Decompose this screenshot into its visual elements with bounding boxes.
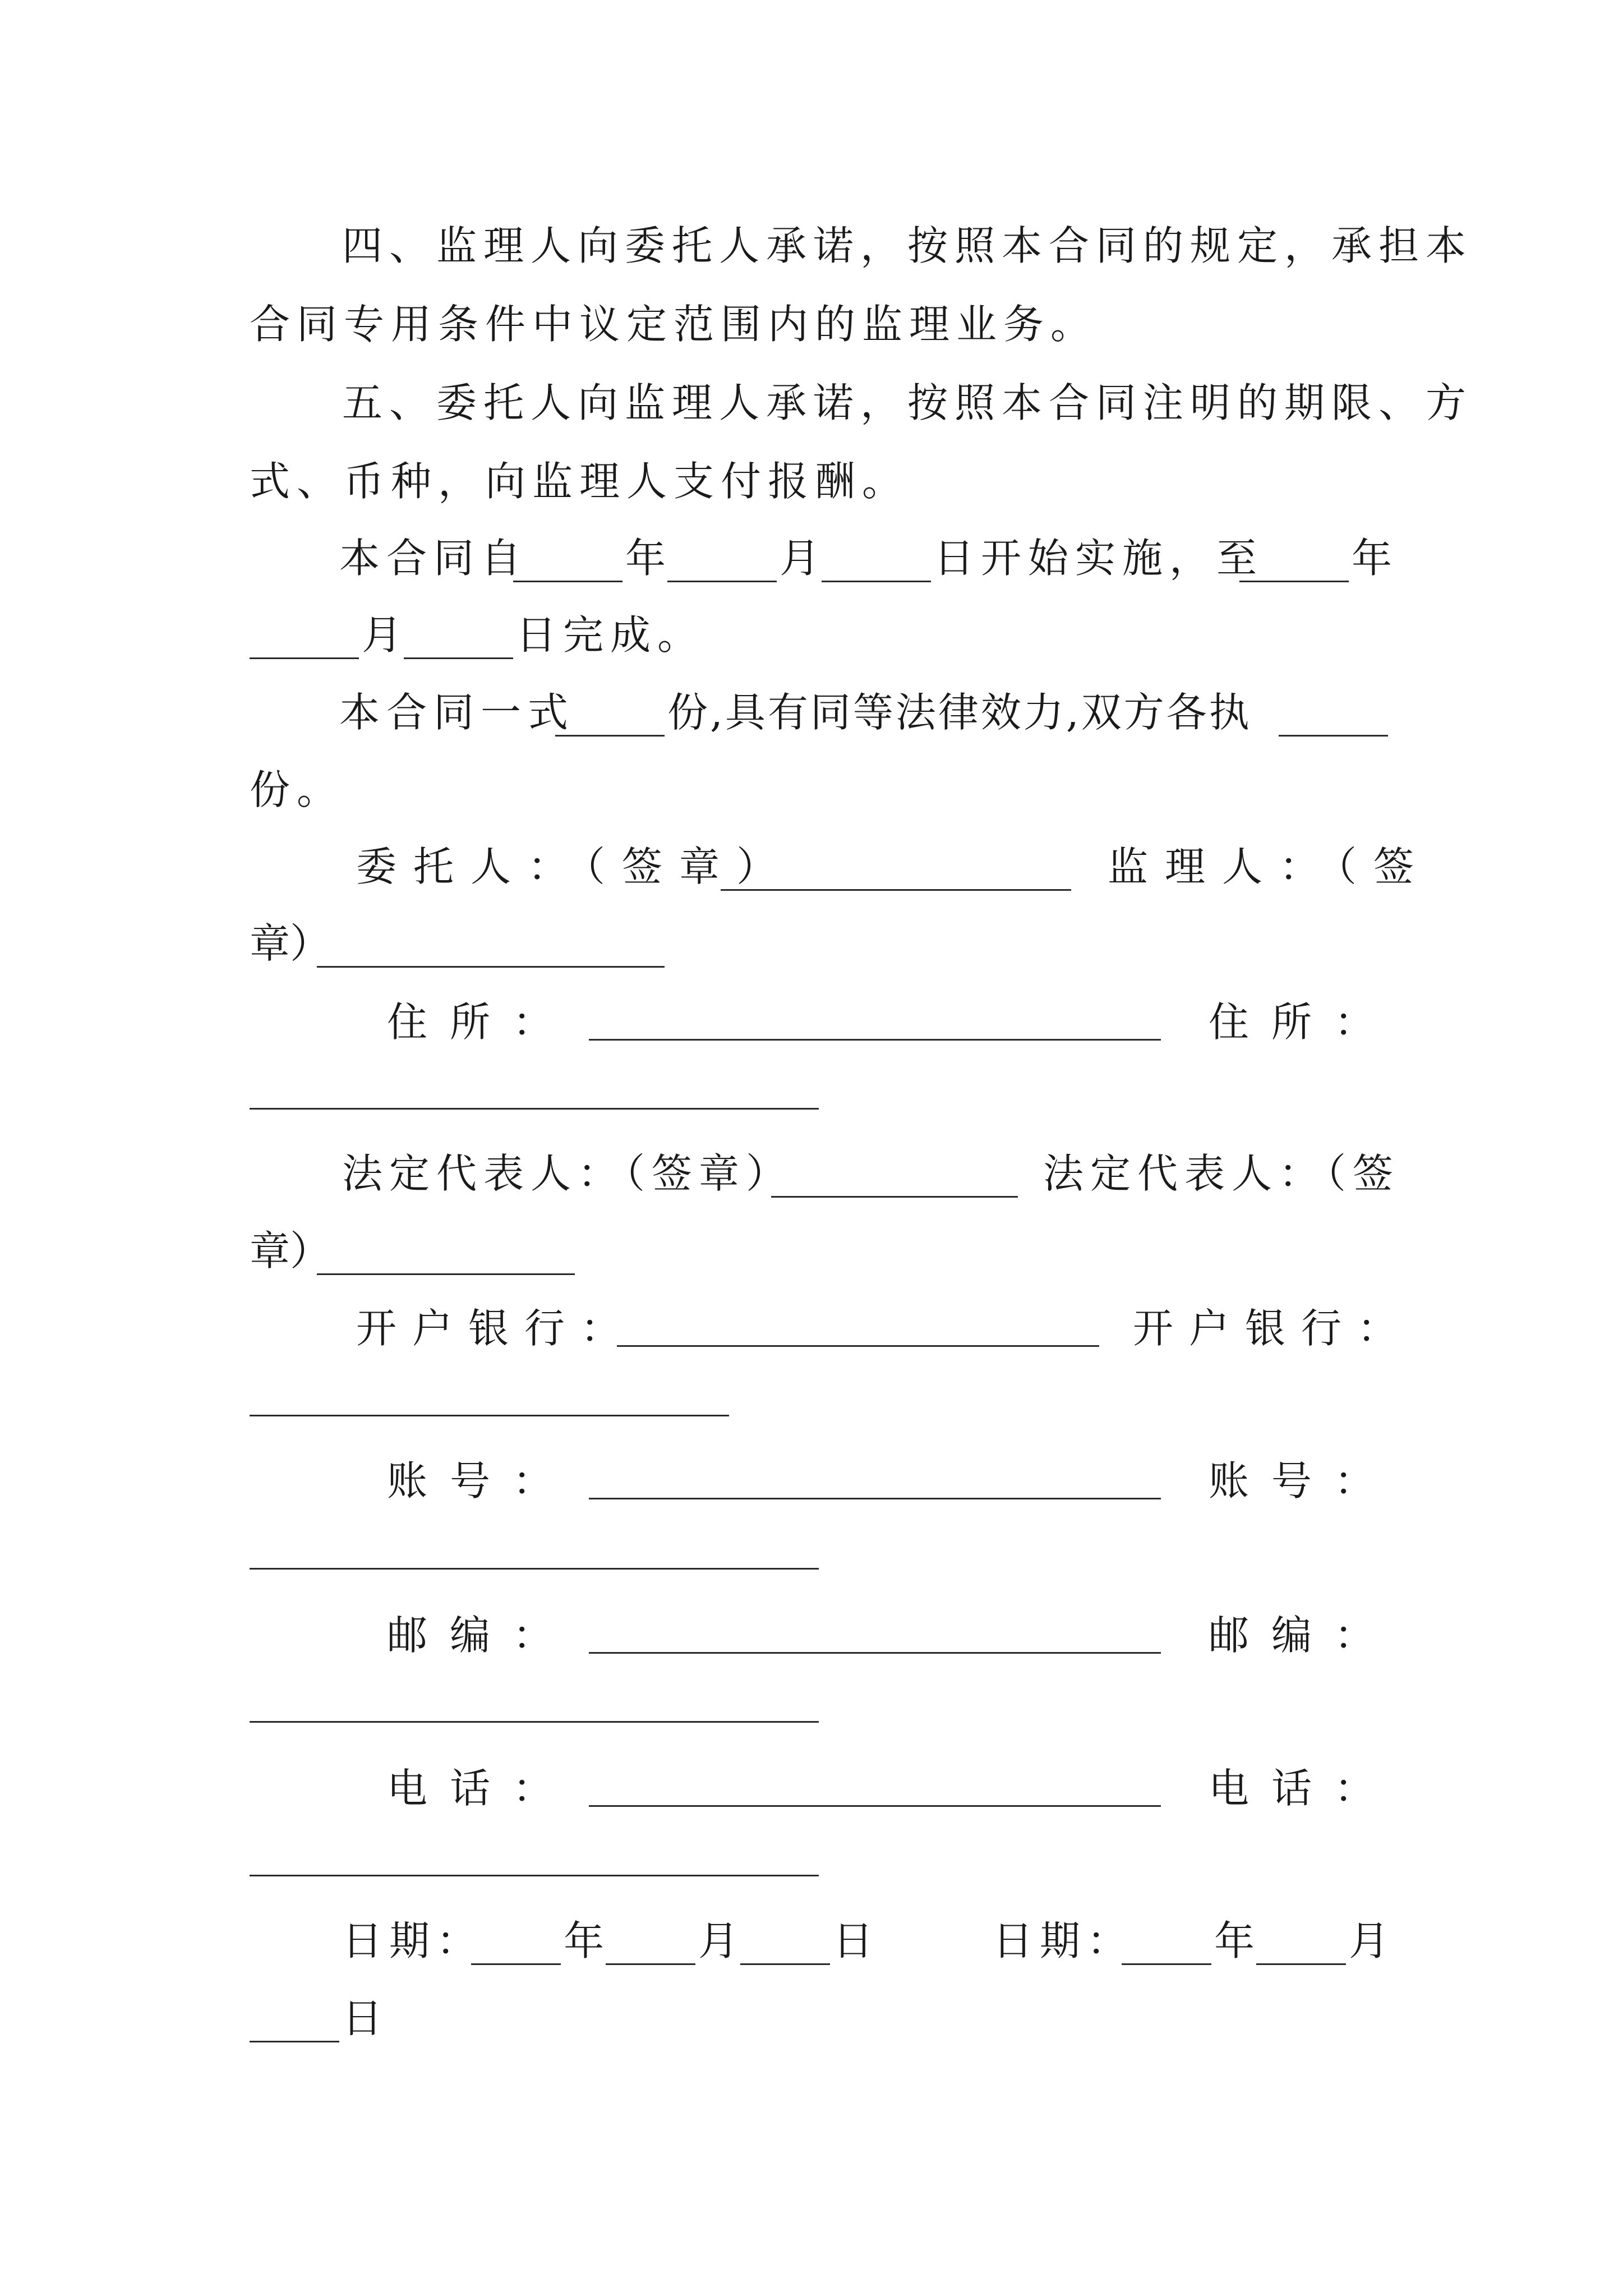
legal-rep-line-1 <box>0 1134 1623 1213</box>
copies-line-1 <box>0 673 1623 752</box>
term-prefix: 本合同自 <box>339 535 528 582</box>
date-right-day: 日 <box>342 1995 390 2042</box>
phone-label-right: 电话： <box>1209 1765 1398 1812</box>
clause-5-text-1: 五、委托人向监理人承诺，按照本合同注明的期限、方 <box>342 379 1473 426</box>
date-right-year: 年 <box>1214 1917 1262 1964</box>
account-label-right: 账号： <box>1209 1457 1398 1504</box>
date-left-month-blank[interactable] <box>606 1963 695 1965</box>
phone-line <box>0 1749 1623 1828</box>
bank-line <box>0 1289 1623 1368</box>
signature-line-1 <box>0 827 1623 906</box>
account-line <box>0 1442 1623 1520</box>
client-signature-label: 委托人：（签章） <box>356 843 794 890</box>
postcode-label-left: 邮编： <box>387 1612 576 1659</box>
clause-5-line-2 <box>0 442 1623 521</box>
account-right-blank[interactable] <box>250 1568 819 1570</box>
postcode-right-blank[interactable] <box>250 1721 819 1723</box>
clause-5-line-1 <box>0 364 1623 442</box>
date-right-month: 月 <box>1349 1917 1396 1964</box>
copies-each-blank[interactable] <box>1279 735 1388 737</box>
date-label-right: 日期： <box>993 1917 1135 1964</box>
postcode-left-blank[interactable] <box>589 1652 1161 1654</box>
term-start-day-blank[interactable] <box>822 581 931 582</box>
term-start-month-blank[interactable] <box>667 581 777 582</box>
date-left-month: 月 <box>698 1917 746 1964</box>
date-left-day-blank[interactable] <box>740 1963 830 1965</box>
date-line-1 <box>0 1902 1623 1980</box>
legal-rep-label-left: 法定代表人：（签章） <box>342 1150 794 1197</box>
date-left-year: 年 <box>564 1917 611 1964</box>
postcode-line <box>0 1596 1623 1674</box>
clause-4-line-2 <box>0 285 1623 364</box>
legal-rep-label-right: 法定代表人：（签 <box>1043 1150 1400 1197</box>
bank-label-right: 开户银行： <box>1133 1305 1414 1352</box>
term-line-2 <box>0 596 1623 674</box>
address-line <box>0 983 1623 1061</box>
copies-line-2 <box>0 751 1623 829</box>
address-label-right: 住所： <box>1209 999 1398 1046</box>
supervisor-signature-label-cont: 章） <box>250 920 331 967</box>
supervisor-signature-label: 监理人：（签 <box>1108 843 1431 890</box>
phone-left-blank[interactable] <box>589 1805 1161 1807</box>
supervisor-signature-blank[interactable] <box>317 966 665 968</box>
legal-rep-label-right-cont: 章） <box>250 1227 331 1274</box>
term-year-2: 年 <box>1352 535 1399 582</box>
date-label-left: 日期： <box>342 1917 484 1964</box>
term-day-2: 日完成。 <box>516 611 705 659</box>
signature-line-2 <box>0 904 1623 983</box>
bank-label-left: 开户银行： <box>356 1305 637 1352</box>
account-left-blank[interactable] <box>589 1498 1161 1499</box>
term-line-1 <box>0 519 1623 597</box>
legal-rep-left-blank[interactable] <box>771 1196 1018 1198</box>
clause-4-line-1 <box>0 206 1623 285</box>
bank-right-blank[interactable] <box>250 1415 729 1416</box>
date-left-day: 日 <box>833 1917 880 1964</box>
account-label-left: 账号： <box>387 1457 576 1504</box>
date-right-day-blank[interactable] <box>250 2041 339 2042</box>
term-month-1: 月 <box>780 535 827 582</box>
date-line-2 <box>0 1979 1623 2058</box>
phone-right-blank[interactable] <box>250 1875 819 1876</box>
date-right-month-blank[interactable] <box>1256 1963 1346 1965</box>
date-left-year-blank[interactable] <box>471 1963 561 1965</box>
term-day-1: 日开始实施，至 <box>934 535 1264 582</box>
term-month-2: 月 <box>362 611 409 659</box>
term-year-1: 年 <box>625 535 673 582</box>
date-right-year-blank[interactable] <box>1122 1963 1211 1965</box>
copies-total-blank[interactable] <box>555 735 665 737</box>
term-end-year-blank[interactable] <box>1239 581 1349 582</box>
postcode-label-right: 邮编： <box>1209 1612 1398 1659</box>
clause-4-text-2: 合同专用条件中议定范围内的监理业务。 <box>250 301 1098 348</box>
term-end-day-blank[interactable] <box>404 657 513 659</box>
term-end-month-blank[interactable] <box>250 657 359 659</box>
address-label-left: 住所： <box>387 999 576 1046</box>
client-signature-blank[interactable] <box>721 889 1071 891</box>
copies-mid: 份,具有同等法律效力,双方各执 <box>667 689 1252 736</box>
address-right-blank[interactable] <box>250 1108 819 1110</box>
legal-rep-right-blank[interactable] <box>317 1273 575 1275</box>
phone-label-left: 电话： <box>387 1765 576 1812</box>
term-start-year-blank[interactable] <box>513 581 623 582</box>
copies-suffix: 份。 <box>250 766 344 813</box>
legal-rep-line-2 <box>0 1212 1623 1290</box>
copies-prefix: 本合同一式 <box>339 689 575 736</box>
bank-left-blank[interactable] <box>617 1345 1099 1347</box>
clause-4-text-1: 四、监理人向委托人承诺，按照本合同的规定，承担本 <box>342 222 1473 269</box>
clause-5-text-2: 式、币种，向监理人支付报酬。 <box>250 458 910 505</box>
address-left-blank[interactable] <box>589 1039 1161 1041</box>
